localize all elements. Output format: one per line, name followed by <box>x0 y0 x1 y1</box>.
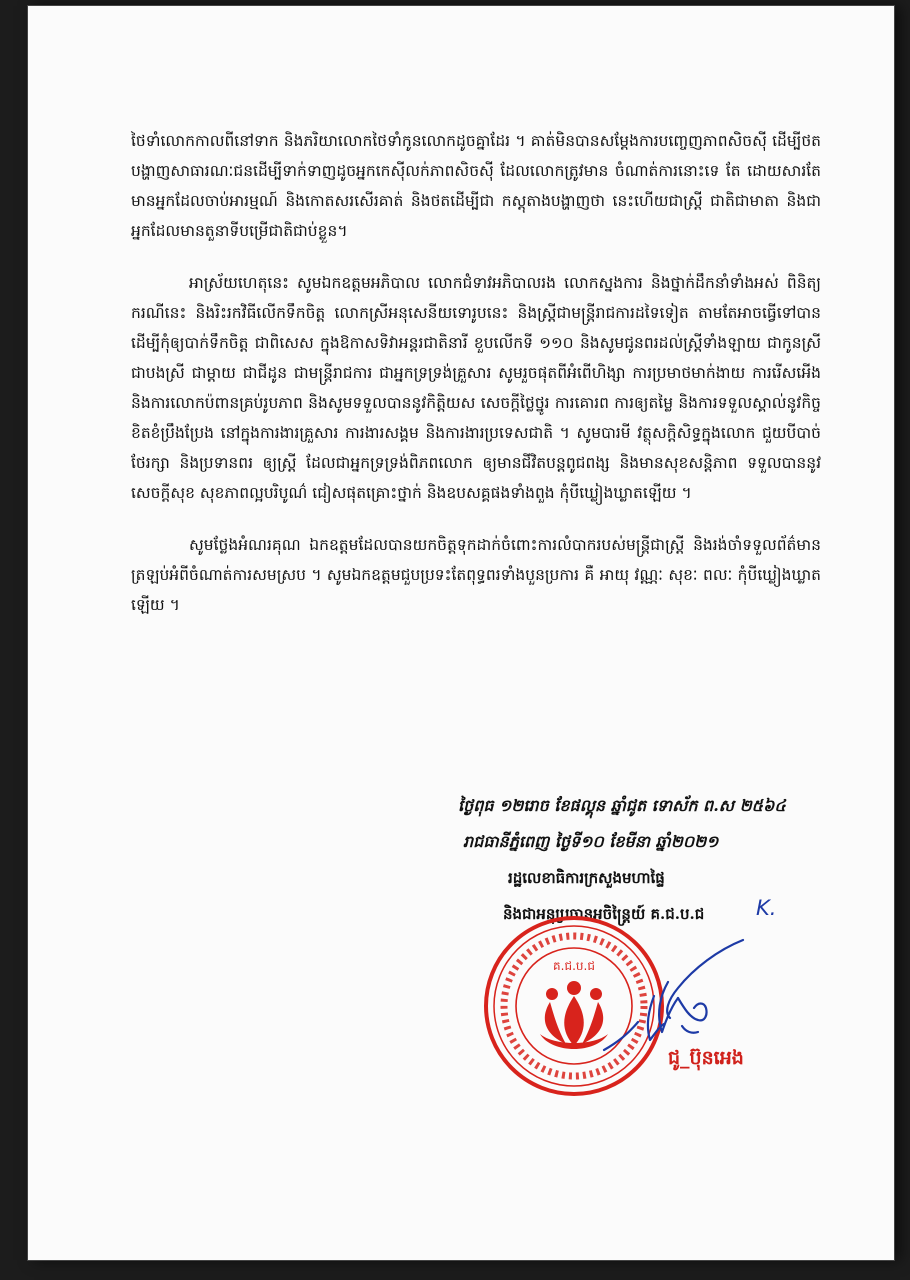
paragraph-1: ថៃទាំលោកកាលពីនៅទាក និងភរិយាលោកថៃទាំកូនលោកដូចគ្នាដែរ ។ គាត់មិនបានសម្តែងការបញ្ចេញភាពសិចស៊ី ដើម្បីថតបង្ហាញសាធារណៈជនដើម្បីទាក់ទាញដូចអ្នកកេស៊ីលក់ភាពសិចស៊ី ដែលលោកត្រូវមាន ចំណាត់ការនោះទេ តែ ដោយសារតែមានអ្នកដែលចាប់អារម្មណ៍ និងកោតសរសើរគាត់ និងថតដើម្បីជា កស្តុតាងបង្ហាញថា នេះហើយជាស្រ្តី ជាតិជាមាតា និងជាអ្នកដែលមានតួនាទីបម្រើជាតិជាប់ខ្លួន។ <box>131 132 821 240</box>
svg-text:គ.ជ.ប.ជ: គ.ជ.ប.ជ <box>553 959 595 973</box>
signer-position: និងជាអនុប្រធានអចិន្ត្រៃយ៍ គ.ជ.ប.ជ <box>503 905 705 923</box>
paragraph-2: អាស្រ័យហេតុនេះ សូមឯកឧត្តមអភិបាល លោកជំទាវអភិបាលរង លោកស្នងការ និងថ្នាក់ដឹកនាំទាំងអស់ ពិនិត្យករណីនេះ និងរិះរកវិធីលើកទឹកចិត្ត លោកស្រីអនុសេនីយទោរូបនេះ និងស្រ្តីជាមន្ត្រីរាជការដទៃទៀត តាមតែអាចធ្វើទៅបាន ដើម្បីកុំឲ្យបាក់ទឹកចិត្ត ជាពិសេស ក្នុងឱកាសទិវាអន្តរជាតិនារី ខួបលើកទី ១១០ និងសូមជូនពរដល់ស្រ្តីទាំងឡាយ ជាកូនស្រី ជាបងស្រី ជាម្តាយ ជាជីដូន ជាមន្ត្រីរាជការ ជាអ្នកទ្រទ្រង់គ្រួសារ សូមរួចផុតពីអំពើហិង្សា ការប្រមាថមាក់ងាយ ការរើសអើង និងការលោកប៉ពានគ្រប់រូបភាព និងសូមទទួលបាននូវកិត្តិយស សេចក្តីថ្លៃថ្នូរ ការគោរព ការឲ្យតម្លៃ និងការទទួលស្គាល់នូវកិច្ចខិតខំប្រឹងប្រែង នៅក្នុងការងារគ្រួសារ ការងារសង្គម និងការងារប្រទេសជាតិ ។ សូមបារមី វត្ថុសក្តិសិទ្ធក្នុងលោក ជួយបីបាច់ថែរក្សា និងប្រទានពរ ឲ្យស្រ្តី ដែលជាអ្នកទ្រទ្រង់ពិភពលោក ឲ្យមានជីវិតបន្តពូជពង្ស និងមានសុខសន្តិភាព ទទួលបាននូវសេចក្តីសុខ សុខភាពល្អបរិបូណ៌ ជៀសផុតគ្រោះថ្នាក់ និងឧបសគ្គផងទាំងពួង កុំបីឃ្លៀងឃ្លាតឡើយ ។ <box>131 274 821 502</box>
letter-page <box>28 6 894 1260</box>
signer-name: ជូ_ប៊ុនអេង <box>668 1047 744 1069</box>
letter-body <box>131 126 821 642</box>
closing-block <box>458 788 858 932</box>
signer-title: រដ្ឋលេខាធិការក្រសួងមហាផ្ទៃ <box>508 869 665 887</box>
lunar-date: ថ្ងៃពុធ ១២រោច ខែផល្គុន ឆ្នាំជូត ទោស័ក ព.ស ២៥៦៤ <box>458 796 786 815</box>
handwritten-mark: K. <box>756 896 777 920</box>
paragraph-3: សូមថ្លែងអំណរគុណ ឯកឧត្តមដែលបានយកចិត្តទុកដាក់ចំពោះការលំបាករបស់មន្ត្រីជាស្ត្រី និងរង់ចាំទទួលព័ត៌មានត្រឡប់អំពីចំណាត់ការសមស្រប ។ សូមឯកឧត្តមជួបប្រទះតែពុទ្ធពរទាំងបួនប្រការ គឺ អាយុ វណ្ណៈ សុខៈ ពលៈ កុំបីឃ្លៀងឃ្លាតឡើយ ។ <box>131 536 821 614</box>
handwritten-signature <box>598 936 748 1056</box>
solar-date: រាជធានីភ្នំពេញ ថ្ងៃទី១០ ខែមីនា ឆ្នាំ២០២១ <box>463 832 719 851</box>
